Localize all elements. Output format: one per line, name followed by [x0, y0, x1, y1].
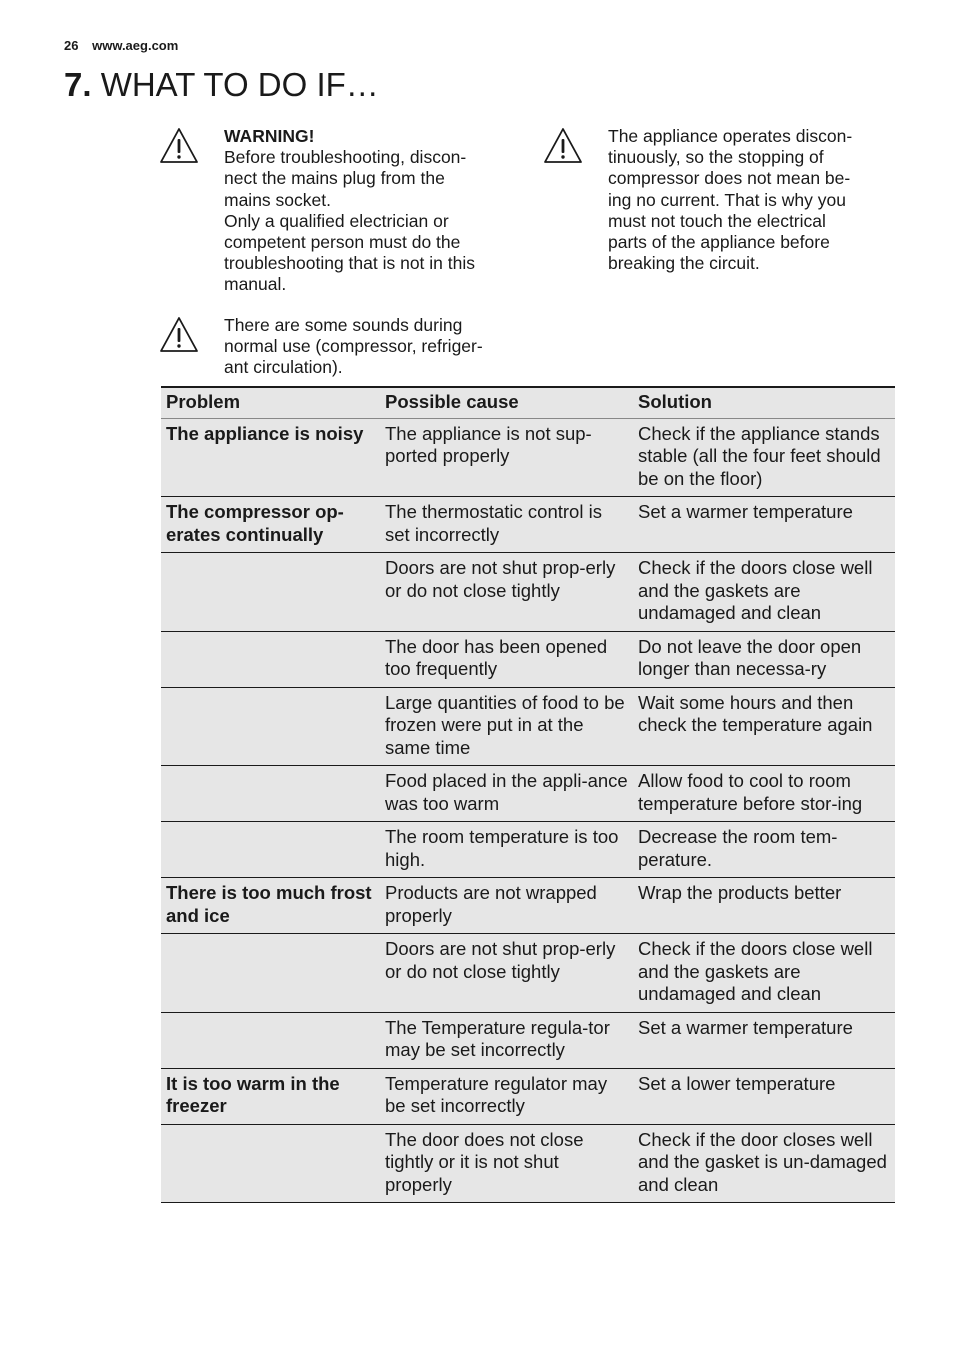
section-number: 7. — [64, 66, 92, 103]
table-row — [161, 1012, 895, 1068]
table-row — [161, 822, 895, 878]
troubleshooting-table — [161, 386, 895, 1203]
notice-line: tinuously, so the stopping of — [608, 147, 824, 168]
problem-cell: The compressor op-erates continually — [161, 497, 380, 553]
problem-cell — [161, 766, 380, 822]
warning-triangle-icon — [159, 126, 199, 166]
warning-notice-text — [224, 126, 475, 296]
page-header — [64, 38, 178, 53]
problem-cell: The appliance is noisy — [161, 418, 380, 497]
notice-line: compressor does not mean be- — [608, 168, 851, 189]
sounds-notice — [159, 315, 529, 379]
table-row — [161, 553, 895, 632]
table-row — [161, 1068, 895, 1124]
cause-cell: The door has been opened too frequently — [380, 631, 633, 687]
header-cause: Possible cause — [380, 387, 633, 418]
solution-cell: Check if the doors close well and the gaskets are undamaged and clean — [633, 553, 895, 632]
cause-cell: Large quantities of food to be frozen were put in at the same time — [380, 687, 633, 766]
page-number: 26 — [64, 38, 79, 53]
table-row — [161, 1124, 895, 1203]
problem-cell — [161, 1124, 380, 1203]
notice-line: nect the mains plug from the — [224, 168, 445, 189]
cause-cell: Doors are not shut prop-erly or do not close tightly — [380, 934, 633, 1013]
solution-cell: Decrease the room tem-perature. — [633, 822, 895, 878]
table-row — [161, 687, 895, 766]
cause-cell: The room temperature is too high. — [380, 822, 633, 878]
problem-cell: It is too warm in the freezer — [161, 1068, 380, 1124]
cause-cell: Products are not wrapped properly — [380, 878, 633, 934]
table-row — [161, 497, 895, 553]
notice-line: troubleshooting that is not in this — [224, 253, 475, 274]
table-header-row — [161, 387, 895, 418]
notice-line: Before troubleshooting, discon- — [224, 147, 467, 168]
problem-cell — [161, 934, 380, 1013]
table-row — [161, 631, 895, 687]
problem-cell — [161, 553, 380, 632]
notice-line: manual. — [224, 274, 287, 295]
notice-line: normal use (compressor, refriger- — [224, 336, 483, 357]
solution-cell: Wait some hours and then check the temperature again — [633, 687, 895, 766]
header-problem: Problem — [161, 387, 380, 418]
solution-cell: Set a warmer temperature — [633, 1012, 895, 1068]
warning-notice — [159, 126, 529, 296]
section-title — [64, 66, 379, 104]
notice-line: The appliance operates discon- — [608, 126, 853, 146]
solution-cell: Check if the door closes well and the gasket is un-damaged and clean — [633, 1124, 895, 1203]
notice-line: must not touch the electrical — [608, 210, 826, 231]
table-row — [161, 766, 895, 822]
notice-line: Only a qualified electrician or — [224, 210, 449, 231]
solution-cell: Do not leave the door open longer than necessa-ry — [633, 631, 895, 687]
notice-line: There are some sounds during — [224, 315, 463, 335]
solution-cell: Set a warmer temperature — [633, 497, 895, 553]
header-solution: Solution — [633, 387, 895, 418]
cause-cell: The appliance is not sup-ported properly — [380, 418, 633, 497]
cause-cell: Food placed in the appli-ance was too warm — [380, 766, 633, 822]
cause-cell: The door does not close tightly or it is not shut properly — [380, 1124, 633, 1203]
sounds-notice-text — [224, 315, 483, 379]
cause-cell: Doors are not shut prop-erly or do not close tightly — [380, 553, 633, 632]
notice-line: breaking the circuit. — [608, 253, 760, 274]
site-url[interactable]: www.aeg.com — [92, 38, 179, 53]
problem-cell: There is too much frost and ice — [161, 878, 380, 934]
notice-line: ant circulation). — [224, 357, 343, 378]
problem-cell — [161, 687, 380, 766]
solution-cell: Allow food to cool to room temperature before stor-ing — [633, 766, 895, 822]
table-row — [161, 878, 895, 934]
cause-cell: The thermostatic control is set incorrectly — [380, 497, 633, 553]
compressor-notice — [543, 126, 903, 274]
solution-cell: Wrap the products better — [633, 878, 895, 934]
notice-line: competent person must do the — [224, 232, 461, 253]
section-title-text: WHAT TO DO IF… — [100, 66, 379, 103]
cause-cell: Temperature regulator may be set incorrectly — [380, 1068, 633, 1124]
compressor-notice-text — [608, 126, 852, 274]
cause-cell: The Temperature regula-tor may be set incorrectly — [380, 1012, 633, 1068]
warning-triangle-icon — [159, 315, 199, 355]
problem-cell — [161, 631, 380, 687]
notice-line: mains socket. — [224, 189, 331, 210]
notice-line: parts of the appliance before — [608, 232, 830, 253]
problem-cell — [161, 1012, 380, 1068]
notice-line: ing no current. That is why you — [608, 189, 846, 210]
table-row — [161, 934, 895, 1013]
table-row — [161, 418, 895, 497]
solution-cell: Check if the doors close well and the gaskets are undamaged and clean — [633, 934, 895, 1013]
solution-cell: Check if the appliance stands stable (all the four feet should be on the floor) — [633, 418, 895, 497]
warning-triangle-icon — [543, 126, 583, 166]
problem-cell — [161, 822, 380, 878]
solution-cell: Set a lower temperature — [633, 1068, 895, 1124]
warning-heading: WARNING! — [224, 126, 315, 146]
